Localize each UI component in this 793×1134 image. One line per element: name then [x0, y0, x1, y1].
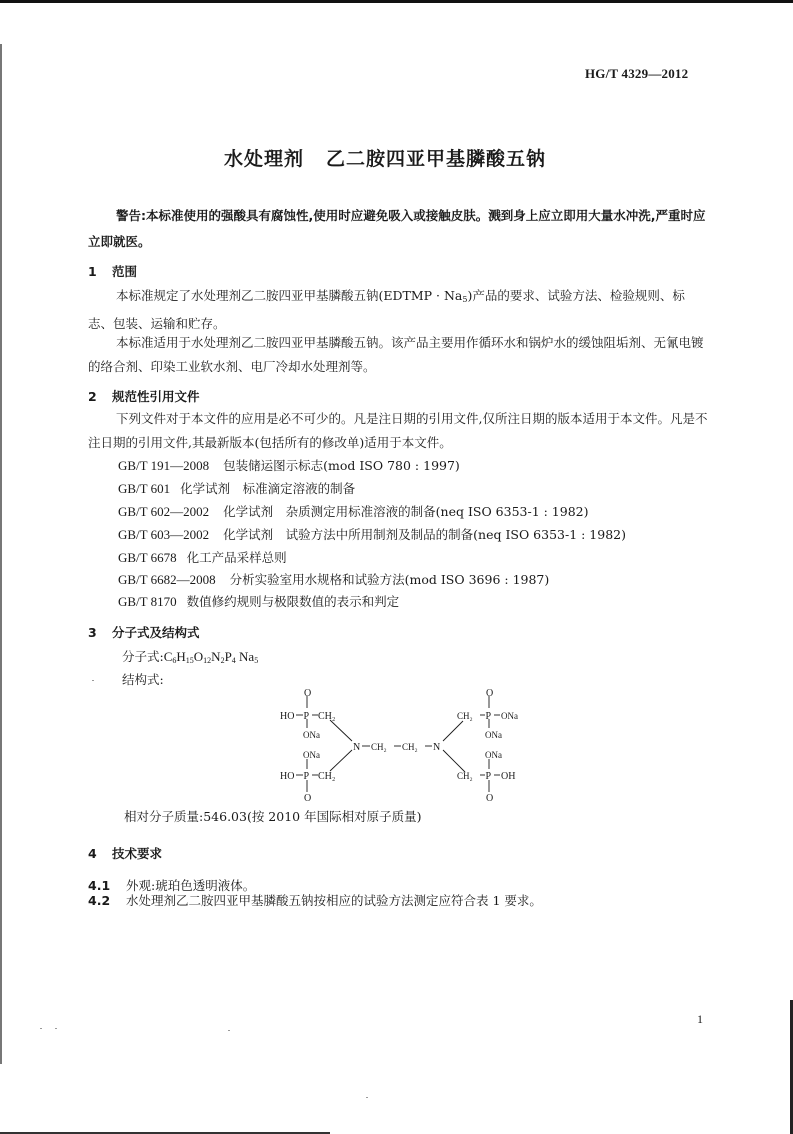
structure-label: 结构式: — [122, 672, 164, 687]
reference-code: GB/T 8170 — [118, 594, 177, 609]
svg-text:ONa: ONa — [485, 730, 502, 740]
svg-text:N: N — [433, 742, 441, 753]
section-number: 3 — [88, 625, 97, 640]
section-1-paragraph-2: 本标准适用于水处理剂乙二胺四亚甲基膦酸五钠。该产品主要用作循环水和锅炉水的缓蚀阻垢剂、无氰电镀的络合剂、印染工业软水剂、电厂冷却水处理剂等。 — [88, 335, 704, 374]
section-2-intro: 下列文件对于本文件的应用是必不可少的。凡是注日期的引用文件,仅所注日期的版本适用于本文件。凡是不注日期的引用文件,其最新版本(包括所有的修改单)适用于本文件。 — [88, 411, 708, 450]
clause-4-2 — [88, 891, 542, 911]
scan-edge-left — [0, 44, 2, 1064]
scan-speck — [92, 680, 94, 681]
svg-text:CH₂: CH₂ — [457, 771, 473, 781]
svg-text:O: O — [304, 688, 312, 699]
reference-code: GB/T 603—2002 — [118, 527, 210, 542]
reference-title: 化学试剂 标准滴定溶液的制备 — [180, 481, 356, 496]
reference-code: GB/T 601 — [118, 481, 171, 496]
section-number: 1 — [88, 264, 97, 279]
document-title — [224, 144, 546, 171]
svg-text:P: P — [485, 711, 492, 722]
svg-text:P: P — [303, 711, 310, 722]
svg-text:N: N — [353, 742, 361, 753]
section-title: 范围 — [112, 264, 138, 279]
scan-speck — [228, 1030, 230, 1031]
scan-speck — [366, 1097, 368, 1098]
svg-text:CH₂: CH₂ — [318, 771, 336, 782]
reference-item — [118, 548, 287, 566]
section-3-heading — [88, 623, 200, 641]
molar-mass: 相对分子质量:546.03(按 2010 年国际相对原子质量) — [124, 809, 422, 824]
reference-item — [118, 570, 549, 588]
svg-text:O: O — [304, 793, 312, 804]
svg-text:P: P — [303, 771, 310, 782]
reference-title: 包装储运图示标志(mod ISO 780 : 1997) — [223, 458, 460, 473]
section-1-paragraph-1: 本标准规定了水处理剂乙二胺四亚甲基膦酸五钠(EDTMP · $Na_5$)产品的要求、试验方法、检验规则、标志、包装、运输和贮存。 — [88, 288, 685, 331]
section-number: 4 — [88, 846, 97, 861]
standard-code: HG/T 4329—2012 — [585, 66, 689, 81]
svg-text:ONa: ONa — [485, 750, 502, 760]
svg-text:CH₂: CH₂ — [318, 711, 336, 722]
section-4-heading — [88, 844, 162, 862]
reference-code: GB/T 191—2008 — [118, 458, 210, 473]
reference-title: 化学试剂 杂质测定用标准溶液的制备(neq ISO 6353-1 : 1982) — [223, 504, 589, 519]
title-part-2: 乙二胺四亚甲基膦酸五钠 — [326, 148, 547, 170]
svg-text:HO: HO — [280, 771, 295, 782]
clause-number: 4.1 — [88, 878, 111, 893]
section-title: 技术要求 — [112, 846, 163, 861]
structural-formula-diagram — [276, 686, 546, 806]
reference-code: GB/T 6682—2008 — [118, 572, 216, 587]
section-2-heading — [88, 387, 200, 405]
reference-item — [118, 592, 399, 610]
reference-item — [118, 525, 626, 543]
clause-text: 外观:琥珀色透明液体。 — [126, 878, 256, 893]
section-1-heading — [88, 262, 137, 280]
reference-title: 分析实验室用水规格和试验方法(mod ISO 3696 : 1987) — [229, 572, 550, 587]
warning-paragraph: 警告:本标准使用的强酸具有腐蚀性,使用时应避免吸入或接触皮肤。溅到身上应立即用大量水冲洗,严重时应立即就医。 — [88, 208, 706, 249]
section-title: 分子式及结构式 — [112, 625, 200, 640]
svg-text:O: O — [486, 688, 494, 699]
svg-text:ONa: ONa — [303, 730, 320, 740]
reference-code: GB/T 6678 — [118, 550, 177, 565]
section-title: 规范性引用文件 — [112, 389, 200, 404]
reference-item — [118, 479, 355, 497]
title-part-1: 水处理剂 — [224, 148, 305, 170]
reference-code: GB/T 602—2002 — [118, 504, 210, 519]
reference-item — [118, 456, 460, 474]
svg-text:OH: OH — [501, 771, 516, 782]
section-number: 2 — [88, 389, 97, 404]
scan-speck — [40, 1028, 42, 1029]
reference-title: 化工产品采样总则 — [186, 550, 287, 565]
clause-number: 4.2 — [88, 893, 111, 908]
svg-text:CH₂: CH₂ — [457, 711, 473, 721]
svg-text:CH₂: CH₂ — [371, 742, 387, 752]
reference-title: 数值修约规则与极限数值的表示和判定 — [186, 594, 400, 609]
molecular-formula: 分子式$:C_6H_{15}O_{12}N_2P_4$ $Na_5$ — [122, 649, 259, 665]
svg-text:ONa: ONa — [303, 750, 320, 760]
scan-speck — [55, 1028, 57, 1029]
reference-title: 化学试剂 试验方法中所用制剂及制品的制备(neq ISO 6353-1 : 1982) — [223, 527, 626, 542]
reference-item — [118, 502, 589, 520]
clause-text: 水处理剂乙二胺四亚甲基膦酸五钠按相应的试验方法测定应符合表 1 要求。 — [126, 893, 542, 908]
svg-text:CH₂: CH₂ — [402, 742, 418, 752]
svg-text:HO: HO — [280, 711, 295, 722]
page-number: 1 — [697, 1012, 703, 1026]
scan-edge-top — [0, 0, 793, 3]
svg-text:ONa: ONa — [501, 711, 518, 721]
svg-text:O: O — [486, 793, 494, 804]
svg-text:P: P — [485, 771, 492, 782]
